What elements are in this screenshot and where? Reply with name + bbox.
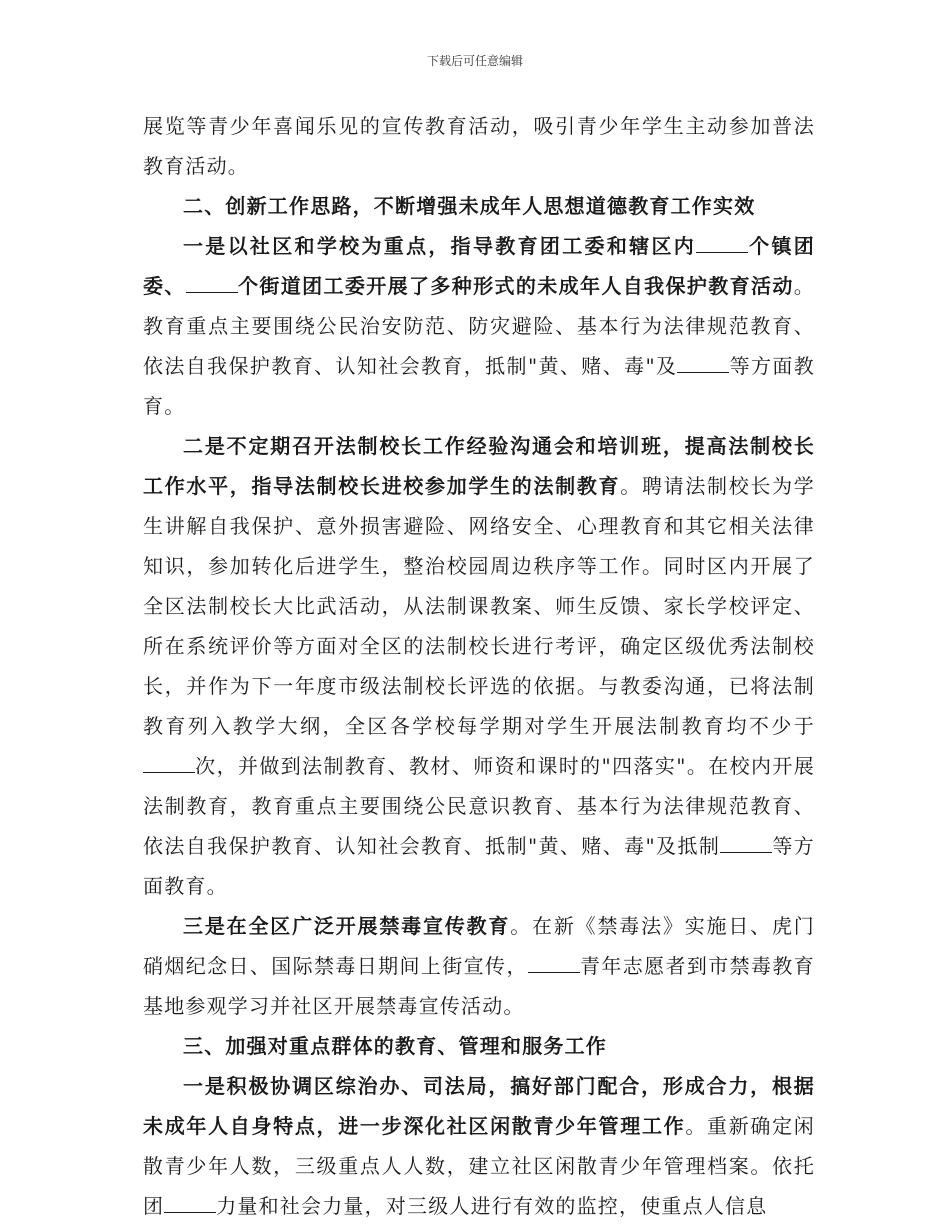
- body-text: 展览等青少年喜闻乐见的宣传教育活动，吸引青少年学生主动参加普法教育活动。: [143, 114, 815, 178]
- body-text: 次，并做到法制教育、教材、师资和课时的"四落实"。在校内开展法制教育，教育重点主要围绕公民意识教育、基本行为法律规范教育、依法自我保护教育、认知社会教育、抵制"黄、赌、毒"及抵制: [143, 754, 815, 858]
- bold-text: 一是以社区和学校为重点，指导教育团工委和辖区内: [183, 234, 697, 258]
- bold-text: 个镇团委、: [143, 234, 815, 298]
- paragraph: [143, 906, 815, 1026]
- fill-in-blank: [143, 746, 195, 773]
- paragraph: [143, 186, 815, 226]
- fill-in-blank: [164, 1186, 216, 1213]
- fill-in-blank: [528, 946, 580, 973]
- body-text: 。在新《禁毒法》实施日、虎门硝烟纪念日、国际禁毒日期间上街宣传，: [143, 914, 815, 978]
- body-text: 力量和社会力量，对三级人进行有效的监控，使重点人信息: [216, 1194, 768, 1218]
- paragraph: [143, 106, 815, 186]
- bold-text: 一是积极协调区综治办、司法局，搞好部门配合，形成合力，根据未成年人自身特点，进一步深化社区闲散青少年管理工作: [143, 1074, 815, 1138]
- bold-text: 二是不定期召开法制校长工作经验沟通会和培训班，提高法制校长工作水平，指导法制校长进校参加学生的法制教育: [143, 434, 815, 498]
- paragraph: [143, 226, 815, 426]
- fill-in-blank: [720, 826, 772, 853]
- body-text: 。聘请法制校长为学生讲解自我保护、意外损害避险、网络安全、心理教育和其它相关法律知识，参加转化后进学生，整治校园周边秩序等工作。同时区内开展了全区法制校长大比武活动，从法制课教案、师生反馈、家长学校评定、所在系统评价等方面对全区的法制校长进行考评，确定区级优秀法制校长，并作为下一年度市级法制校长评选的依据。与教委沟通，已将法制教育列入教学大纲，全区各学校每学期对学生开展法制教育均不少于: [143, 474, 815, 738]
- bold-text: 三、加强对重点群体的教育、管理和服务工作: [183, 1034, 607, 1058]
- paragraph: [143, 1066, 815, 1226]
- page-header: 下载后可任意编辑: [426, 54, 523, 68]
- body-text: 青年志愿者到市禁毒教育基地参观学习并社区开展禁毒宣传活动。: [143, 954, 815, 1018]
- bold-text: 二、创新工作思路，不断增强未成年人思想道德教育工作实效: [183, 194, 756, 218]
- fill-in-blank: [696, 226, 748, 253]
- body-text: 。重新确定闲散青少年人数，三级重点人人数，建立社区闲散青少年管理档案。依托团: [143, 1114, 816, 1218]
- body-text: 。教育重点主要围绕公民治安防范、防灾避险、基本行为法律规范教育、依法自我保护教育、认知社会教育，抵制"黄、赌、毒"及: [143, 274, 815, 378]
- bold-text: 个街道团工委开展了多种形式的未成年人自我保护教育活动: [237, 274, 794, 298]
- fill-in-blank: [677, 346, 729, 373]
- body-text: 等方面教育。: [143, 834, 815, 898]
- fill-in-blank: [186, 266, 238, 293]
- body-text: 等方面教育。: [143, 354, 815, 418]
- document-body: [143, 106, 815, 1226]
- paragraph: [143, 1026, 815, 1066]
- paragraph: [143, 426, 815, 906]
- bold-text: 三是在全区广泛开展禁毒宣传教育: [183, 914, 511, 938]
